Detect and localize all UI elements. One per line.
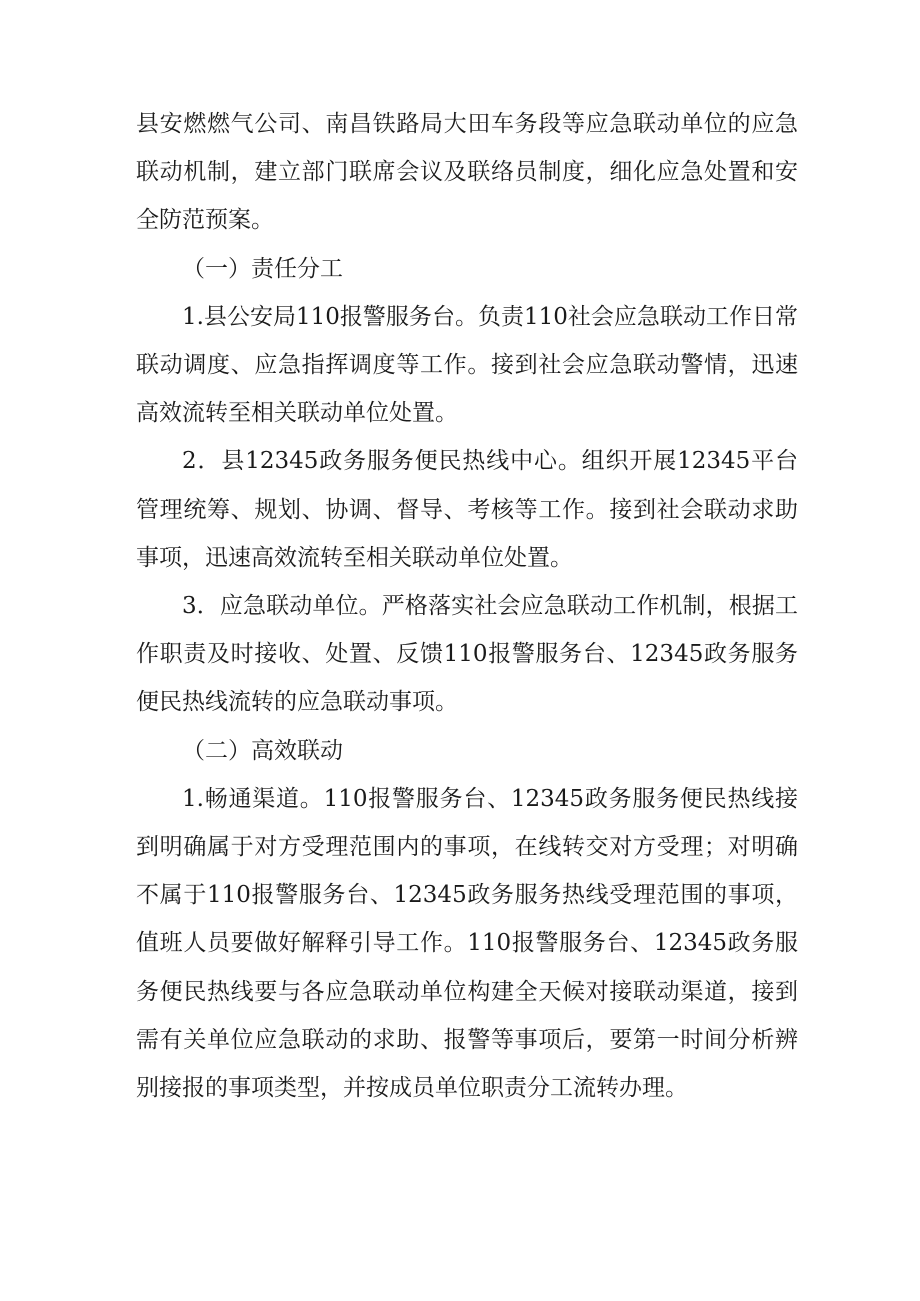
paragraph-hotline-12345: 2．县12345政务服务便民热线中心。组织开展12345平台管理统筹、规划、协调、督导、考核等工作。接到社会联动求助事项，迅速高效流转至相关联动单位处置。	[136, 448, 798, 571]
section-heading-responsibility: （一）责任分工	[182, 255, 343, 282]
paragraph-police-110: 1.县公安局110报警服务台。负责110社会应急联动工作日常联动调度、应急指挥调度等工作。接到社会应急联动警情，迅速高效流转至相关联动单位处置。	[136, 303, 798, 427]
paragraph-emergency-units: 3．应急联动单位。严格落实社会应急联动工作机制，根据工作职责及时接收、处置、反馈110报警服务台、12345政务服务便民热线流转的应急联动事项。	[136, 593, 798, 716]
section-heading-efficient-linkage: （二）高效联动	[182, 737, 343, 764]
document-body	[136, 100, 798, 1112]
paragraph-intro-continued: 县安燃燃气公司、南昌铁路局大田车务段等应急联动单位的应急联动机制，建立部门联席会议及联络员制度，细化应急处置和安全防范预案。	[136, 111, 798, 234]
paragraph-open-channels: 1.畅通渠道。110报警服务台、12345政务服务便民热线接到明确属于对方受理范围内的事项，在线转交对方受理；对明确不属于110报警服务台、12345政务服务热线受理范围的事项，值班人员要做好解释引导工作。110报警服务台、12345政务服务便民热线要与各应急联动单位构建全天候对接联动渠道，接到需有关单位应急联动的求助、报警等事项后，要第一时间分析辨别接报的事项类型，并按成员单位职责分工流转办理。	[136, 785, 798, 1102]
